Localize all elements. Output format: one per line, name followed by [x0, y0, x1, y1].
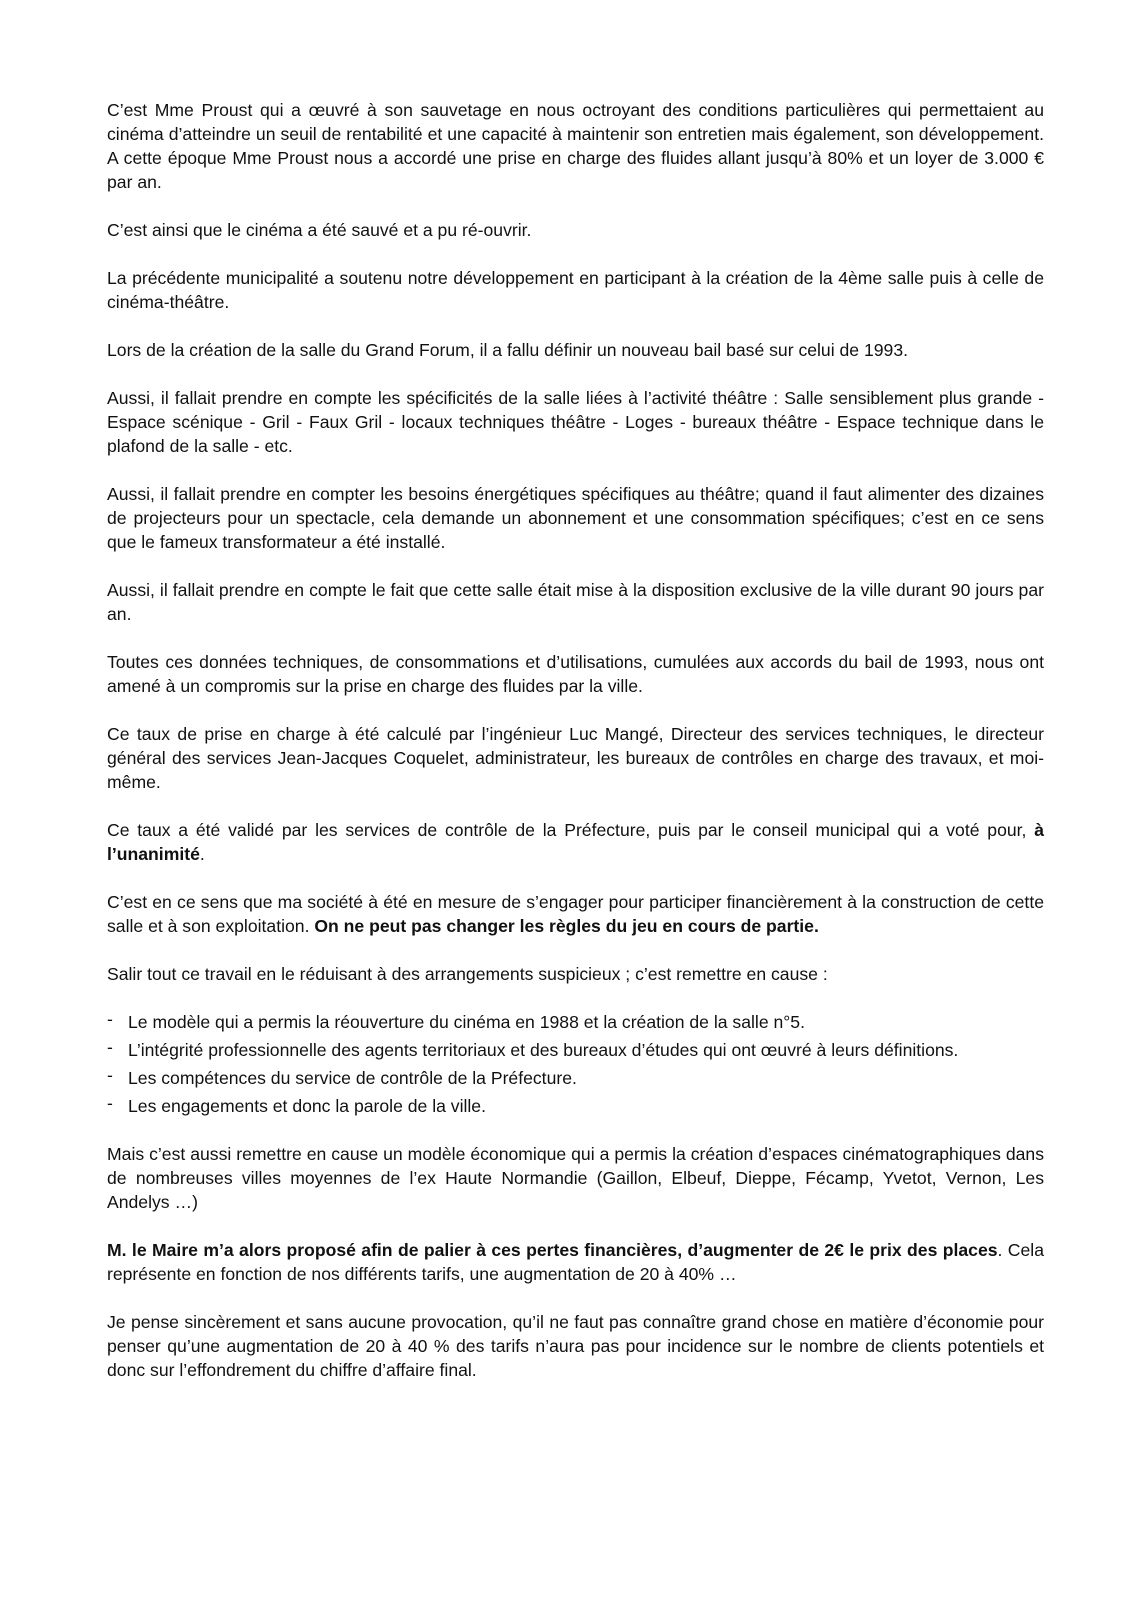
paragraph-besoins-energetiques: Aussi, il fallait prendre en compter les besoins énergétiques spécifiques au théâtre; quand il faut alimenter des dizaines de projecteurs pour un spectacle, cela demande un abonnement et une consommation spécifiques; c’est en ce sens que le fameux transformateur a été installé.: [107, 484, 1044, 552]
bullet-list: [107, 1010, 1044, 1118]
list-item-text: L’intégrité professionnelle des agents territoriaux et des bureaux d’études qui ont œuvré à leurs définitions.: [128, 1040, 959, 1060]
list-item: [107, 1066, 1044, 1090]
bullet-dash: -: [107, 1037, 113, 1057]
list-item: [107, 1094, 1044, 1118]
paragraph-augmentation-bold: M. le Maire m’a alors proposé afin de palier à ces pertes financières, d’augmenter de 2€ le prix des places: [107, 1240, 998, 1260]
list-item-text: Les compétences du service de contrôle de la Préfecture.: [128, 1068, 577, 1088]
paragraph-sauvetage: C’est Mme Proust qui a œuvré à son sauvetage en nous octroyant des conditions particulières qui permettaient au cinéma d’atteindre un seuil de rentabilité et une capacité à maintenir son entretien mais également, son développement. A cette époque Mme Proust nous a accordé une prise en charge des fluides allant jusqu’à 80% et un loyer de 3.000 € par an.: [107, 100, 1044, 192]
paragraph-augmentation: [107, 1238, 1044, 1286]
list-item: [107, 1038, 1044, 1062]
paragraph-validation-bold: à l’unanimité: [107, 820, 1044, 864]
paragraph-donnees-techniques: Toutes ces données techniques, de consommations et d’utilisations, cumulées aux accords du bail de 1993, nous ont amené à un compromis sur la prise en charge des fluides par la ville.: [107, 652, 1044, 696]
bullet-dash: -: [107, 1093, 113, 1113]
document-page: [107, 98, 1044, 1406]
list-item-text: Les engagements et donc la parole de la ville.: [128, 1096, 486, 1116]
list-item-text: Le modèle qui a permis la réouverture du cinéma en 1988 et la création de la salle n°5.: [128, 1012, 805, 1032]
paragraph-augmentation-text: . Cela représente en fonction de nos différents tarifs, une augmentation de 20 à 40% …: [107, 1240, 1044, 1284]
paragraph-reouverture: C’est ainsi que le cinéma a été sauvé et a pu ré-ouvrir.: [107, 220, 532, 240]
paragraph-engagement-bold: On ne peut pas changer les règles du jeu en cours de partie.: [314, 916, 819, 936]
paragraph-grand-forum: Lors de la création de la salle du Grand Forum, il a fallu définir un nouveau bail basé sur celui de 1993.: [107, 340, 908, 360]
paragraph-modele-economique: Mais c’est aussi remettre en cause un modèle économique qui a permis la création d’espaces cinématographiques dans de nombreuses villes moyennes de l’ex Haute Normandie (Gaillon, Elbeuf, Dieppe, Fécamp, Yvetot, Vernon, Les Andelys …): [107, 1144, 1044, 1212]
paragraph-engagement-text: C’est en ce sens que ma société à été en mesure de s’engager pour participer financièrement à la construction de cette salle et à son exploitation.: [107, 892, 1044, 936]
paragraph-taux-calcul: Ce taux de prise en charge à été calculé par l’ingénieur Luc Mangé, Directeur des services techniques, le directeur général des services Jean-Jacques Coquelet, administrateur, les bureaux de contrôles en charge des travaux, et moi-même.: [107, 724, 1044, 792]
bullet-dash: -: [107, 1009, 113, 1029]
paragraph-specificites: Aussi, il fallait prendre en compte les spécificités de la salle liées à l’activité théâtre : Salle sensiblement plus grande - Espace scénique - Gril - Faux Gril - locaux techniques théâtre - Loges - bureaux théâtre - Espace technique dans le plafond de la salle - etc.: [107, 388, 1044, 456]
paragraph-engagement: [107, 890, 1044, 938]
paragraph-validation: [107, 818, 1044, 866]
bullet-dash: -: [107, 1065, 113, 1085]
paragraph-municipalite: La précédente municipalité a soutenu notre développement en participant à la création de la 4ème salle puis à celle de cinéma-théâtre.: [107, 268, 1044, 312]
paragraph-salir: Salir tout ce travail en le réduisant à des arrangements suspicieux ; c’est remettre en cause :: [107, 964, 828, 984]
paragraph-validation-text: Ce taux a été validé par les services de contrôle de la Préfecture, puis par le conseil municipal qui a voté pour,: [107, 820, 1035, 840]
paragraph-validation-tail: .: [199, 844, 205, 864]
paragraph-disposition-ville: Aussi, il fallait prendre en compte le fait que cette salle était mise à la disposition exclusive de la ville durant 90 jours par an.: [107, 580, 1044, 624]
paragraph-conclusion: Je pense sincèrement et sans aucune provocation, qu’il ne faut pas connaître grand chose en matière d’économie pour penser qu’une augmentation de 20 à 40 % des tarifs n’aura pas pour incidence sur le nombre de clients potentiels et donc sur l’effondrement du chiffre d’affaire final.: [107, 1312, 1044, 1380]
list-item: [107, 1010, 1044, 1034]
